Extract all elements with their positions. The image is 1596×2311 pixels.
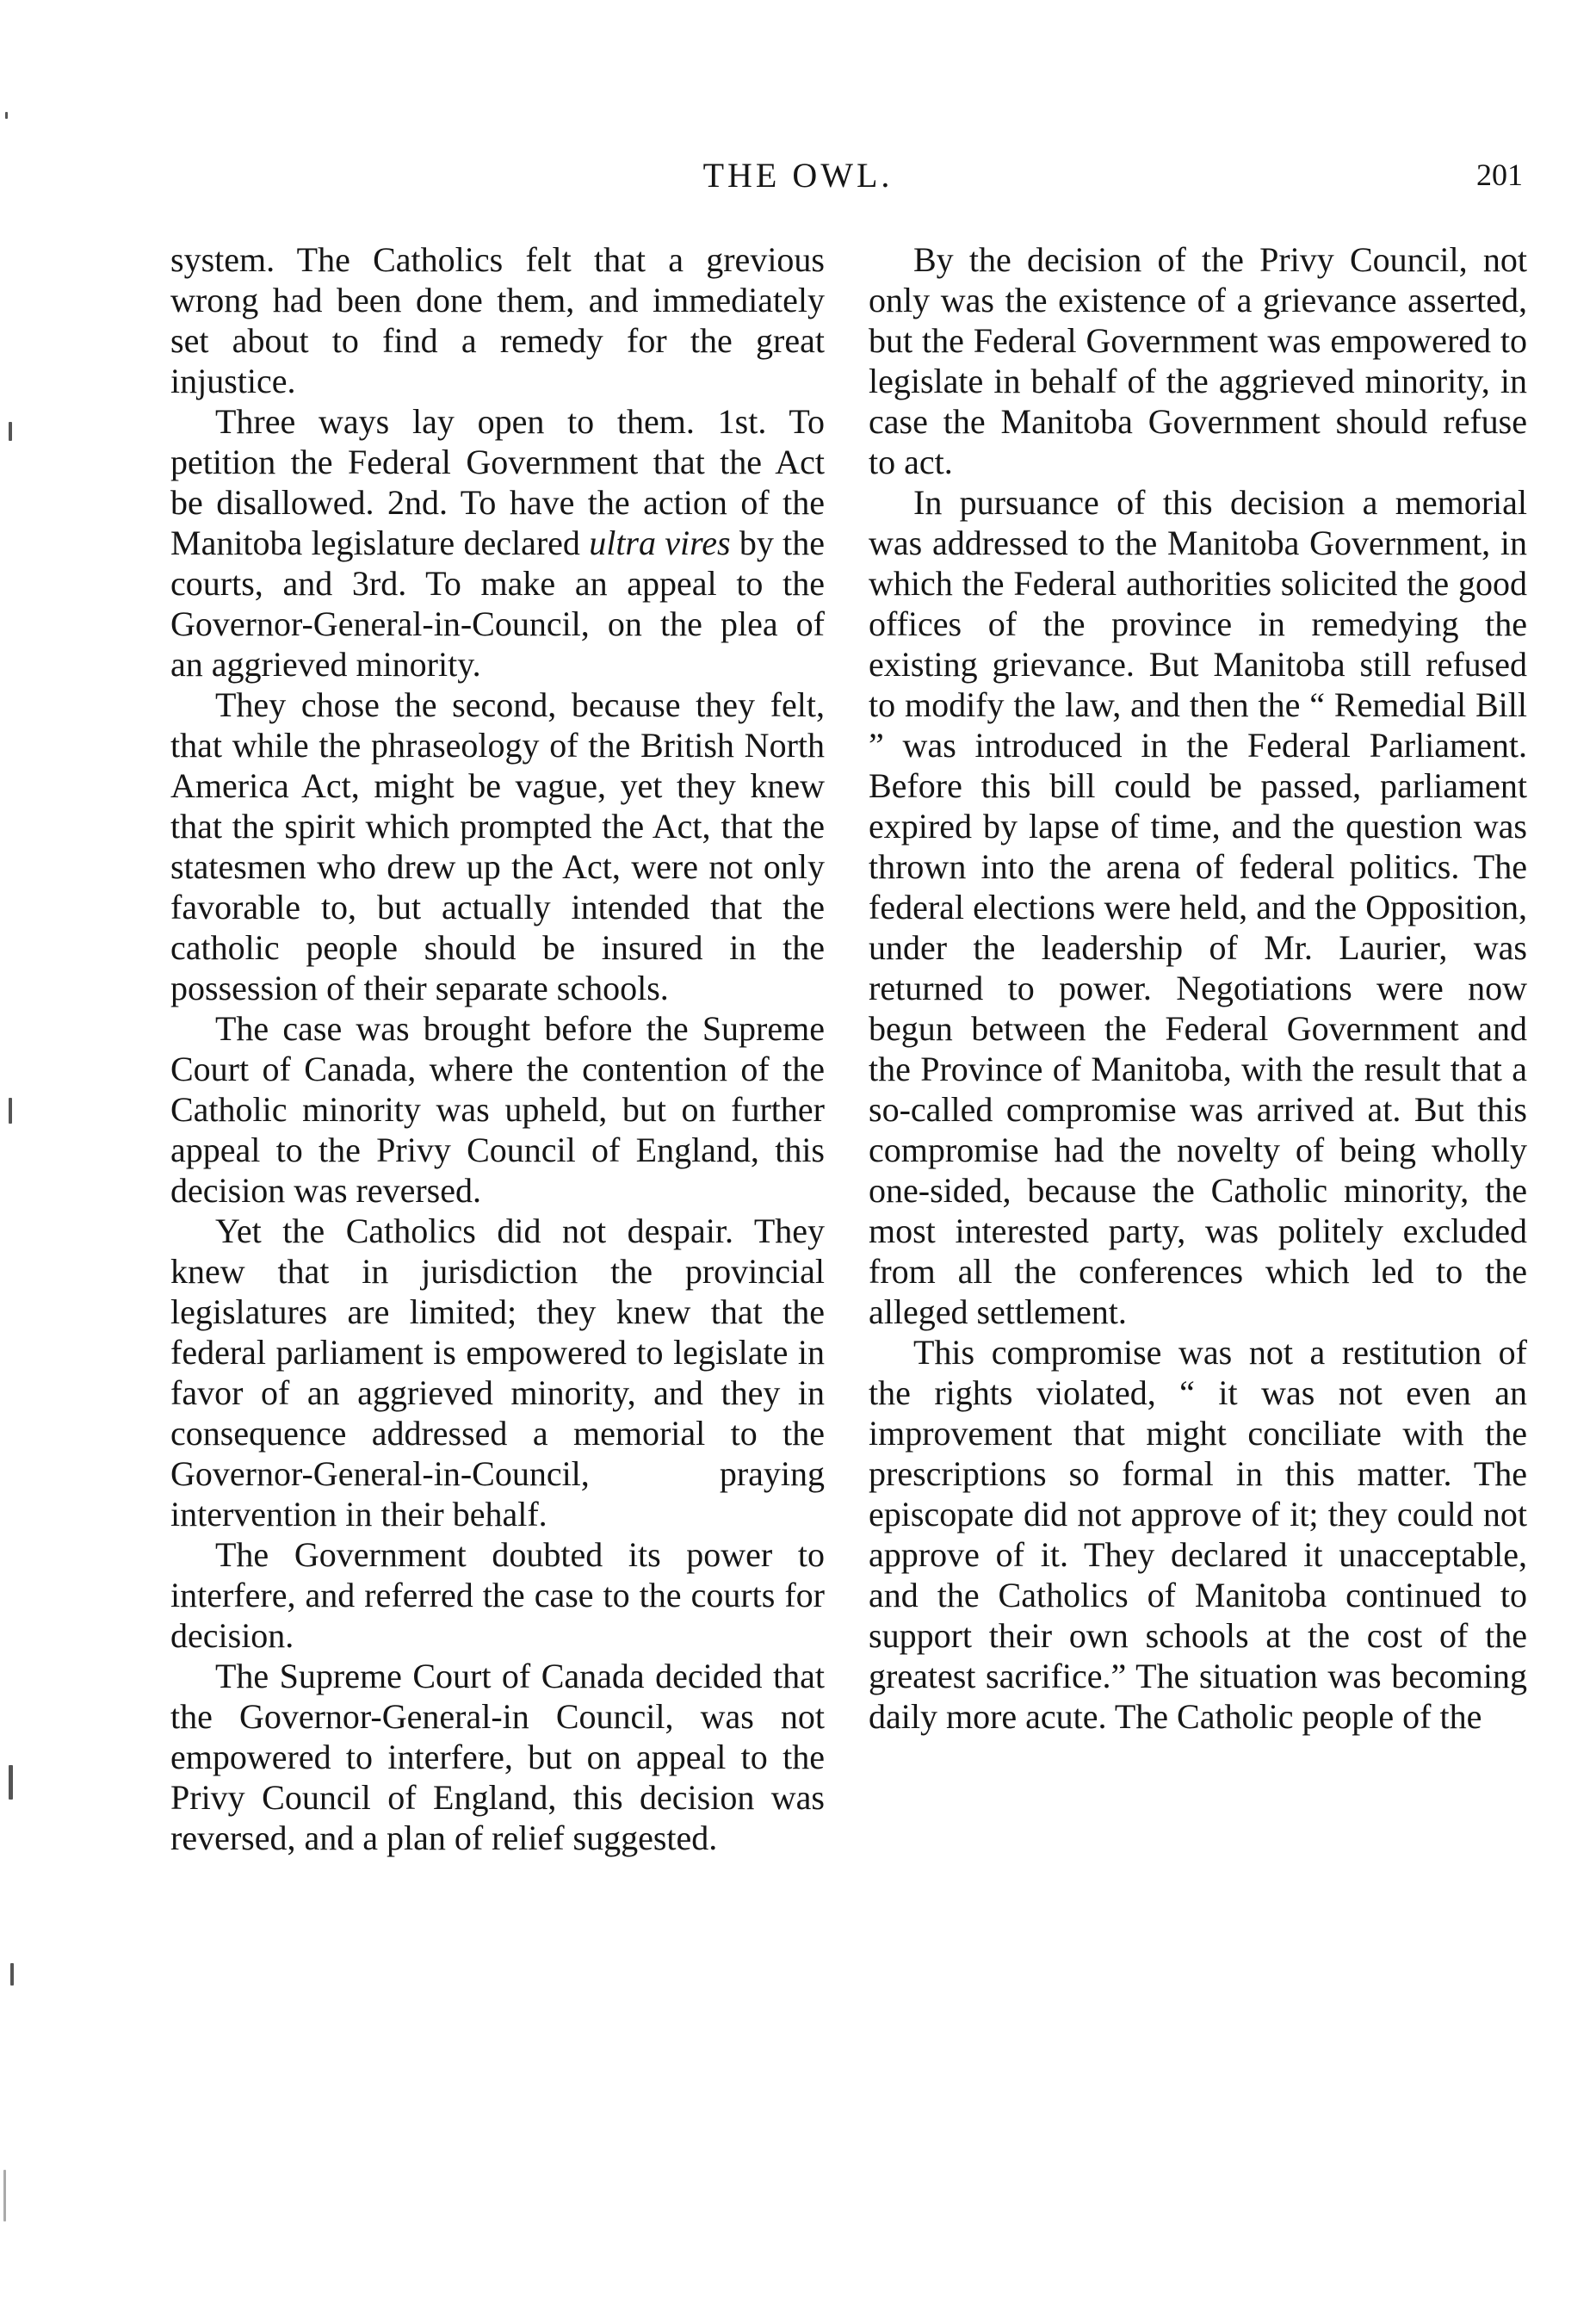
paragraph: The Supreme Court of Canada decided that the Governor-General-in Council, was not empowered to interfere, but on appeal to the Privy Council of England, this decision was reversed, and a plan of relief suggested. — [170, 1657, 825, 1857]
paragraph: Yet the Catholics did not despair. They knew that in jurisdiction the provincial legislatures are limited; they knew that the federal parliament is empowered to legislate in favor of an aggrieved minority, and they in consequence addressed a memorial to the Governor-General-in-Council, praying intervention in their behalf. — [170, 1211, 825, 1533]
paragraph: The case was brought before the Supreme Court of Canada, where the contention of the Catholic minority was upheld, but on further appeal to the Privy Council of England, this decision was reversed. — [170, 1009, 825, 1210]
paragraph — [170, 401, 825, 685]
scan-speck — [3, 2170, 6, 2221]
scan-speck — [5, 112, 8, 119]
paragraph: This compromise was not a restitution of the rights violated, “ it was not even an improvement that might conciliate with the prescriptions so formal in this matter. The episcopate did not approve of it; they could not approve of it. They declared it unacceptable, and the Catholics of Manitoba continued to support their own schools at the cost of the greatest sacrifice.” The situation was becoming daily more acute. The Catholic people of the — [869, 1333, 1527, 1736]
page-number: 201 — [1476, 158, 1523, 192]
paragraph: system. The Catholics felt that a grevious wrong had been done them, and immediately set about to find a remedy for the great injustice. — [170, 240, 825, 400]
paragraph-text: Three ways lay open to them. 1st. To petition the Federal Government that the Act be disallowed. 2nd. To have the action of the Manitoba legislature declared — [170, 402, 825, 562]
paragraph: By the decision of the Privy Council, not only was the existence of a grievance asserted, but the Federal Government was empowered to legislate in behalf of the aggrieved minority, in case the Manitoba Government should refuse to act. — [869, 240, 1527, 481]
running-title: THE OWL. — [702, 156, 894, 195]
paragraph-text: by the courts, and 3rd. To make an appeal to the Governor-General-in-Council, on the plea of an aggrieved minority. — [170, 524, 825, 684]
scan-speck — [9, 1098, 12, 1124]
right-column — [869, 239, 1527, 1737]
paragraph: In pursuance of this decision a memorial was addressed to the Manitoba Government, in which the Federal authorities solicited the good offices of the province in remedying the existing grievance. But Manitoba still refused to modify the law, and then the “ Remedial Bill ” was introduced in the Federal Parliament. Before this bill could be passed, parliament expired by lapse of time, and the question was thrown into the arena of federal politics. The federal elections were held, and the Opposition, under the leadership of Mr. Laurier, was returned to power. Negotiations were now begun between the Federal Government and the Province of Manitoba, with the result that a so-called compromise was arrived at. But this compromise had the novelty of being wholly one-sided, because the Catholic minority, the most interested party, was politely excluded from all the conferences which led to the alleged settlement. — [869, 483, 1527, 1331]
left-column — [170, 239, 825, 1858]
paragraph: The Government doubted its power to interfere, and referred the case to the courts for decision. — [170, 1535, 825, 1655]
scan-speck — [10, 1963, 14, 1986]
running-header — [0, 155, 1596, 207]
paragraph: They chose the second, because they felt, that while the phraseology of the British North America Act, might be vague, yet they knew that the spirit which prompted the Act, that the statesmen who drew up the Act, were not only favorable to, but actually intended that the catholic people should be insured in the possession of their separate schools. — [170, 685, 825, 1007]
italic-term: ultra vires — [589, 524, 731, 562]
scan-speck — [9, 422, 12, 441]
scan-speck — [9, 1765, 13, 1800]
